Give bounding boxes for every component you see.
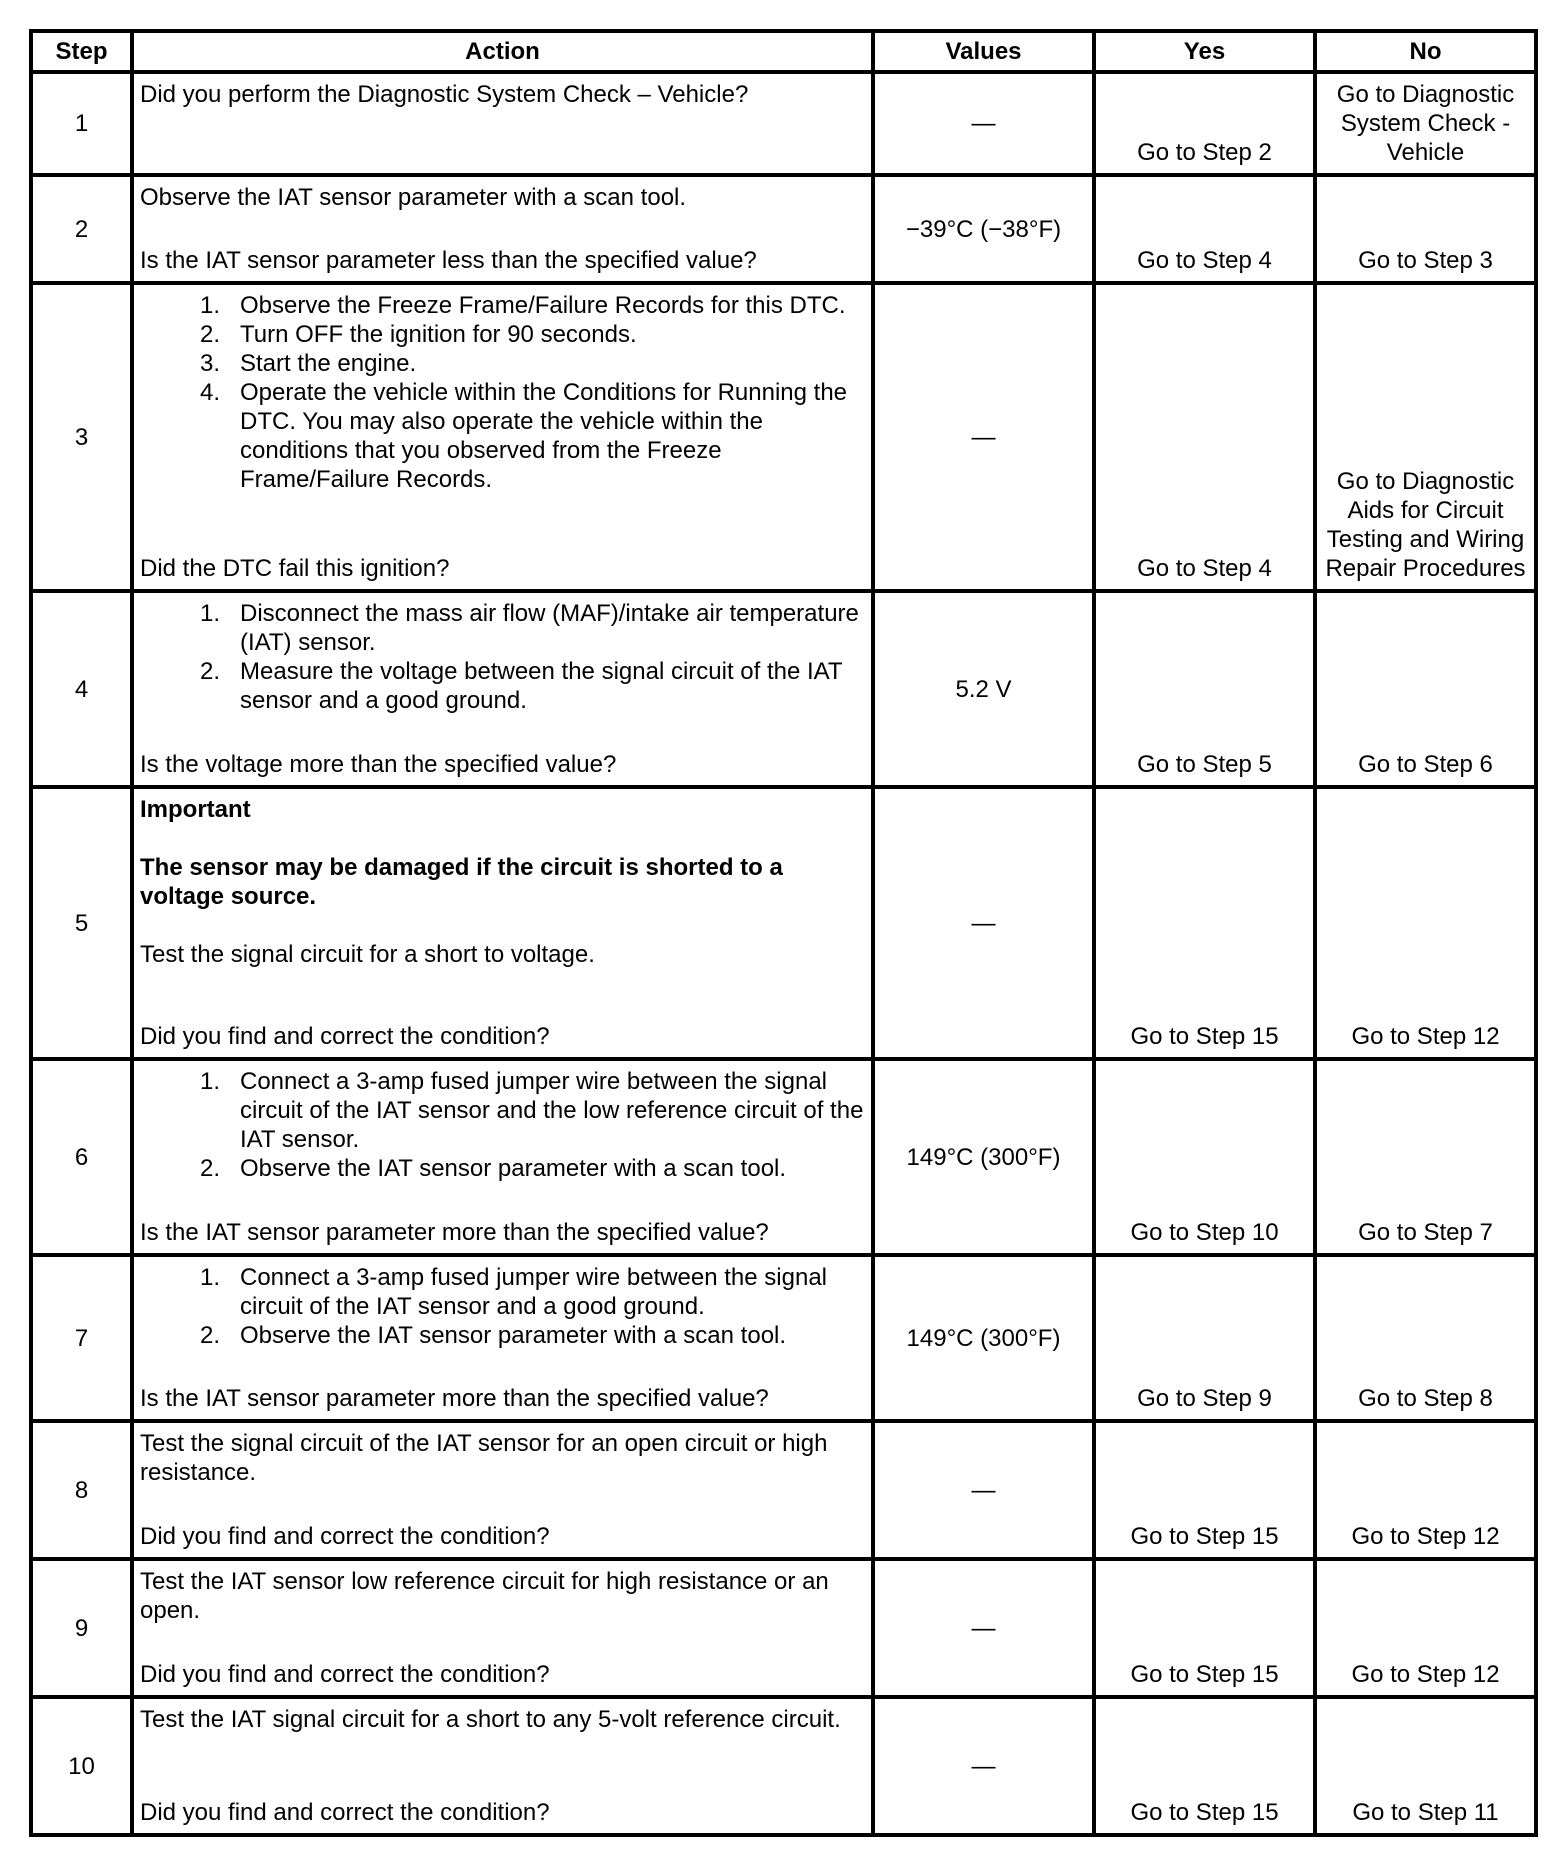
step-number: 4: [31, 591, 132, 787]
action-body: [140, 1067, 865, 1183]
step-number: 6: [31, 1059, 132, 1255]
action-body: [140, 1567, 865, 1625]
header-values: Values: [873, 31, 1094, 72]
action-content: [140, 1067, 865, 1247]
action-intro: Observe the IAT sensor parameter with a scan tool.: [140, 184, 687, 211]
action-body: [140, 183, 865, 212]
action-question: Is the IAT sensor parameter more than the specified value?: [140, 1219, 769, 1246]
action-content: [140, 183, 865, 275]
action-cell: [132, 1059, 873, 1255]
action-question: Did you find and correct the condition?: [140, 1661, 550, 1688]
yes-cell: Go to Step 2: [1094, 72, 1315, 175]
value-cell: —: [873, 1421, 1094, 1559]
step-number: 1: [31, 72, 132, 175]
action-content: [140, 1705, 865, 1827]
action-body: [140, 1429, 865, 1487]
action-step-item: 4. Operate the vehicle within the Conditions for Running the DTC. You may also operate the vehicle within the conditions that you observed from the Freeze Frame/Failure Records.: [240, 378, 865, 494]
value-cell: 149°C (300°F): [873, 1255, 1094, 1421]
action-cell: [132, 283, 873, 591]
action-cell: [132, 1255, 873, 1421]
no-cell: Go to Step 3: [1315, 175, 1536, 283]
action-intro: Did you perform the Diagnostic System Check – Vehicle?: [140, 81, 749, 108]
step-number: 9: [31, 1559, 132, 1697]
action-body: [140, 795, 865, 969]
yes-cell: Go to Step 15: [1094, 1421, 1315, 1559]
action-question: Is the IAT sensor parameter more than the specified value?: [140, 1385, 769, 1412]
diagnostic-table: [29, 29, 1538, 1837]
action-content: [140, 1263, 865, 1413]
yes-cell: Go to Step 4: [1094, 175, 1315, 283]
value-cell: —: [873, 1559, 1094, 1697]
no-cell: Go to Step 7: [1315, 1059, 1536, 1255]
important-label: Important: [140, 796, 251, 823]
action-step-item: 3. Start the engine.: [240, 349, 865, 378]
table-row: [31, 72, 1536, 175]
action-intro: Test the IAT signal circuit for a short to any 5-volt reference circuit.: [140, 1706, 841, 1733]
no-cell: Go to Step 6: [1315, 591, 1536, 787]
no-cell: Go to Step 11: [1315, 1697, 1536, 1835]
action-body: [140, 80, 865, 109]
table-row: [31, 283, 1536, 591]
no-cell: Go to Step 12: [1315, 1421, 1536, 1559]
no-cell: Go to Step 8: [1315, 1255, 1536, 1421]
action-step-item: 1. Connect a 3-amp fused jumper wire between the signal circuit of the IAT sensor and a good ground.: [240, 1263, 865, 1321]
table-row: [31, 1255, 1536, 1421]
value-cell: 149°C (300°F): [873, 1059, 1094, 1255]
table-header: [31, 31, 1536, 72]
table-row: [31, 591, 1536, 787]
action-step-item: 2. Observe the IAT sensor parameter with a scan tool.: [240, 1321, 865, 1350]
action-question: Did you find and correct the condition?: [140, 1799, 550, 1826]
action-content: [140, 599, 865, 779]
table-row: [31, 1697, 1536, 1835]
step-number: 3: [31, 283, 132, 591]
action-intro: Test the IAT sensor low reference circuit for high resistance or an open.: [140, 1568, 829, 1624]
yes-cell: Go to Step 15: [1094, 1697, 1315, 1835]
header-step: Step: [31, 31, 132, 72]
step-number: 10: [31, 1697, 132, 1835]
action-content: [140, 1567, 865, 1689]
action-cell: [132, 787, 873, 1059]
action-steps-list: [140, 291, 865, 494]
table-body: [31, 72, 1536, 1835]
action-content: [140, 795, 865, 1051]
table-row: [31, 1059, 1536, 1255]
action-content: [140, 1429, 865, 1551]
value-cell: —: [873, 283, 1094, 591]
header-row: [31, 31, 1536, 72]
action-question: Is the voltage more than the specified value?: [140, 751, 617, 778]
action-step-item: 1. Disconnect the mass air flow (MAF)/intake air temperature (IAT) sensor.: [240, 599, 865, 657]
action-cell: [132, 1559, 873, 1697]
no-cell: Go to Diagnostic System Check - Vehicle: [1315, 72, 1536, 175]
action-question: Did you find and correct the condition?: [140, 1523, 550, 1550]
table-row: [31, 787, 1536, 1059]
yes-cell: Go to Step 15: [1094, 787, 1315, 1059]
step-number: 2: [31, 175, 132, 283]
action-question: Did you find and correct the condition?: [140, 1023, 550, 1050]
action-step-item: 2. Turn OFF the ignition for 90 seconds.: [240, 320, 865, 349]
no-cell: Go to Step 12: [1315, 1559, 1536, 1697]
value-cell: —: [873, 1697, 1094, 1835]
action-content: [140, 80, 865, 163]
action-cell: [132, 175, 873, 283]
action-step-item: 2. Observe the IAT sensor parameter with a scan tool.: [240, 1154, 865, 1183]
action-cell: [132, 72, 873, 175]
action-steps-list: [140, 1067, 865, 1183]
header-action: Action: [132, 31, 873, 72]
spacer: [140, 824, 865, 853]
step-number: 7: [31, 1255, 132, 1421]
action-intro: Test the signal circuit of the IAT sensor for an open circuit or high resistance.: [140, 1430, 828, 1486]
value-cell: —: [873, 72, 1094, 175]
header-yes: Yes: [1094, 31, 1315, 72]
action-cell: [132, 1421, 873, 1559]
no-cell: Go to Diagnostic Aids for Circuit Testing and Wiring Repair Procedures: [1315, 283, 1536, 591]
action-cell: [132, 591, 873, 787]
yes-cell: Go to Step 4: [1094, 283, 1315, 591]
action-step-item: 1. Connect a 3-amp fused jumper wire between the signal circuit of the IAT sensor and the low reference circuit of the IAT sensor.: [240, 1067, 865, 1154]
step-number: 8: [31, 1421, 132, 1559]
yes-cell: Go to Step 10: [1094, 1059, 1315, 1255]
action-body: [140, 1705, 865, 1734]
action-steps-list: [140, 1263, 865, 1350]
action-body: [140, 291, 865, 494]
action-cell: [132, 1697, 873, 1835]
value-cell: —: [873, 787, 1094, 1059]
value-cell: 5.2 V: [873, 591, 1094, 787]
yes-cell: Go to Step 9: [1094, 1255, 1315, 1421]
value-cell: −39°C (−38°F): [873, 175, 1094, 283]
action-steps-list: [140, 599, 865, 715]
yes-cell: Go to Step 5: [1094, 591, 1315, 787]
no-cell: Go to Step 12: [1315, 787, 1536, 1059]
yes-cell: Go to Step 15: [1094, 1559, 1315, 1697]
action-question: Is the IAT sensor parameter less than the specified value?: [140, 247, 757, 274]
step-number: 5: [31, 787, 132, 1059]
action-content: [140, 291, 865, 583]
spacer: [140, 911, 865, 940]
table-row: [31, 175, 1536, 283]
table-row: [31, 1559, 1536, 1697]
action-question: Did the DTC fail this ignition?: [140, 555, 450, 582]
action-body: [140, 1263, 865, 1350]
header-no: No: [1315, 31, 1536, 72]
important-text: The sensor may be damaged if the circuit is shorted to a voltage source.: [140, 854, 783, 910]
action-step-item: 1. Observe the Freeze Frame/Failure Records for this DTC.: [240, 291, 865, 320]
action-body: [140, 599, 865, 715]
action-intro: Test the signal circuit for a short to voltage.: [140, 941, 595, 968]
table-row: [31, 1421, 1536, 1559]
action-step-item: 2. Measure the voltage between the signal circuit of the IAT sensor and a good ground.: [240, 657, 865, 715]
